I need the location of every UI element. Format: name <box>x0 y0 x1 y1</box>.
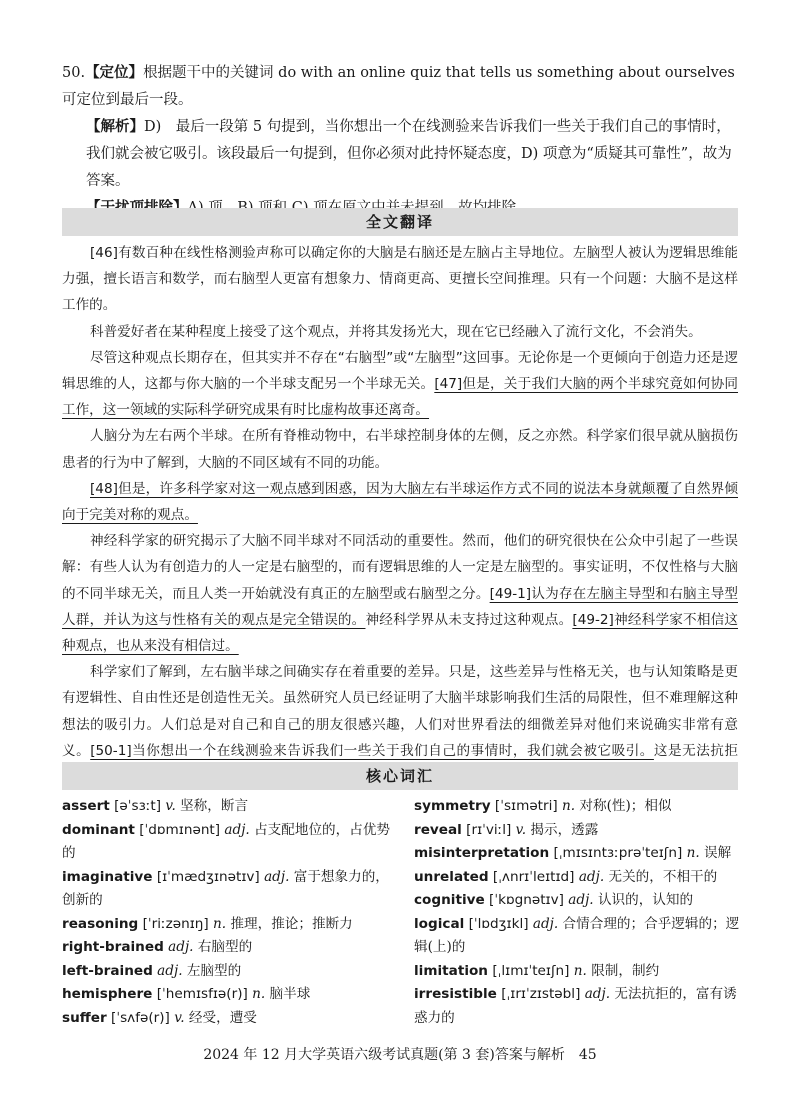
vocab-phonetic: [ˈsɪmətri] <box>494 798 558 814</box>
vocab-pos: n. <box>213 915 227 932</box>
vocab-meaning: 对称(性)；相似 <box>579 798 672 814</box>
question-number: 50. <box>62 65 86 81</box>
vocab-meaning: 认识的，认知的 <box>597 892 694 908</box>
vocab-word: right-brained <box>62 939 164 955</box>
vocab-word: misinterpretation <box>414 845 550 861</box>
translation-heading: 全文翻译 <box>62 208 738 236</box>
vocab-word: dominant <box>62 821 135 838</box>
vocab-meaning: 右脑型的 <box>197 939 253 955</box>
vocab-entry <box>62 866 398 913</box>
vocab-meaning: 经受，遭受 <box>188 1009 257 1026</box>
vocab-word: imaginative <box>62 868 153 885</box>
vocab-entry <box>414 866 750 890</box>
p7-text-2: 这是无法抗拒 <box>653 742 739 759</box>
vocab-word: logical <box>414 915 465 932</box>
vocab-word: irresistible <box>414 986 497 1002</box>
vocab-phonetic: [ˈsʌfə(r)] <box>111 1009 170 1026</box>
vocab-phonetic: [ˈlɒdʒɪkl] <box>468 915 529 932</box>
p7-text: 科学家们了解到，左右脑半球之间确实存在着重要的差异。只是，这些差异与性格无关，也与认知策略是更有逻辑性、自由性还是创造性无关。虽然研究人员已经证明了大脑半球影响我们生活的局限性，但不难理解这种想法的吸引力。人们总是对自己和自己的朋友很感兴趣，人们对世界看法的细微差异对他们来说确实非常有意义。 <box>62 664 738 759</box>
analysis-paragraph <box>62 114 742 195</box>
vocab-pos: adj. <box>532 915 559 932</box>
vocab-pos: v. <box>515 821 527 838</box>
vocab-column-right <box>414 795 750 1030</box>
vocab-phonetic: [ˌlɪmɪˈteɪʃn] <box>492 962 570 979</box>
vocab-meaning: 坚称，断言 <box>180 798 249 814</box>
p3-underlined: [47]但是，关于我们大脑的两个半球究竟如何协同工作，这一领域的实际科学研究成果有时比虚构故事还离奇。 <box>62 376 739 419</box>
vocab-pos: adj. <box>168 939 194 955</box>
analysis-text: D) 最后一段第 5 句提到，当你想出一个在线测验来告诉我们一些关于我们自己的事情时，我们就会被它吸引。该段最后一句提到，但你必须对此持怀疑态度，D) 项意为“质疑其可靠性”，故为答案。 <box>86 119 732 189</box>
vocab-pos: adj. <box>224 821 250 838</box>
vocab-meaning: 左脑型的 <box>186 962 242 979</box>
vocab-pos: n. <box>686 845 700 861</box>
vocab-entry <box>62 936 398 960</box>
locate-tag: 【定位】 <box>85 65 144 81</box>
vocab-pos: n. <box>573 962 587 979</box>
vocab-entry <box>62 1007 398 1031</box>
vocab-word: assert <box>62 798 110 814</box>
vocab-meaning: 富于想象力的，创新的 <box>62 868 389 908</box>
locate-paragraph <box>62 60 742 114</box>
analysis-tag: 【解析】 <box>86 119 144 135</box>
p3-text: 尽管这种观点长期存在，但其实并不存在“右脑型”或“左脑型”这回事。无论你是一个更倾向于创造力还是逻辑思维的人，这都与你大脑的一个半球支配另一个半球无关。 <box>62 349 738 393</box>
p6-text-2: 神经科学界从未支持过这种观点。 <box>365 611 573 628</box>
vocab-pos: v. <box>174 1009 185 1026</box>
p7-underlined-1: [50-1]当你想出一个在线测验来告诉我们一些关于我们自己的事情时，我们就会被它吸引。 <box>90 742 654 759</box>
vocab-entry <box>62 913 398 937</box>
vocab-phonetic: [ˌmɪsɪntɜːprəˈteɪʃn] <box>553 845 683 861</box>
vocab-meaning: 揭示，透露 <box>530 821 599 838</box>
vocab-entry <box>414 819 750 843</box>
vocab-heading: 核心词汇 <box>62 762 738 790</box>
translation-paragraph-4: 人脑分为左右两个半球。在所有脊椎动物中，右半球控制身体的左侧，反之亦然。科学家们很早就从脑损伤患者的行为中了解到，大脑的不同区域有不同的功能。 <box>62 428 738 471</box>
vocab-meaning: 合情合理的；合乎逻辑的；逻辑(上)的 <box>414 915 740 955</box>
p6-underlined-1: [49-1]认为存在左脑主导型和右脑主导型人群，并认为这与性格有关的观点是完全错误的。 <box>62 585 738 628</box>
vocab-phonetic: [ˌɪrɪˈzɪstəbl] <box>501 986 581 1002</box>
vocab-word: symmetry <box>414 798 491 814</box>
vocab-phonetic: [ˈdɒmɪnənt] <box>139 821 221 838</box>
translation-paragraph-6 <box>62 528 738 659</box>
vocab-entry <box>62 795 398 819</box>
vocab-entry <box>62 819 398 866</box>
vocab-meaning: 无法抗拒的，富有诱惑力的 <box>414 986 737 1026</box>
vocab-phonetic: [rɪˈviːl] <box>466 821 512 838</box>
vocab-entry <box>62 983 398 1007</box>
locate-text: 根据题干中的关键词 do with an online quiz that tells us something about ourselves 可定位到最后一段。 <box>62 65 735 108</box>
vocab-meaning: 脑半球 <box>269 986 311 1002</box>
vocab-entry <box>414 983 750 1030</box>
vocab-entry <box>414 795 750 819</box>
vocab-entry <box>414 960 750 984</box>
p6-underlined-2: [49-2]神经科学家不相信这种观点，也从来没有相信过。 <box>62 611 739 655</box>
vocab-entry <box>414 889 750 913</box>
vocab-word: reasoning <box>62 915 139 932</box>
vocab-meaning: 推理，推论；推断力 <box>230 915 353 932</box>
translation-paragraph-5: [48]但是，许多科学家对这一观点感到困惑，因为大脑左右半球运作方式不同的说法本身就颠覆了自然界倾向于完美对称的观点。 <box>62 480 738 524</box>
vocab-phonetic: [əˈsɜːt] <box>114 798 162 814</box>
p6-text: 神经科学家的研究揭示了大脑不同半球对不同活动的重要性。然而，他们的研究很快在公众中引起了一些误解：有些人认为有创造力的人一定是右脑型的，而有逻辑思维的人一定是左脑型的。事实证明，不仅性格与大脑的不同半球无关，而且人类一开始就没有真正的左脑型或右脑型之分。 <box>62 533 738 602</box>
translation-body <box>62 240 738 790</box>
vocab-pos: adj. <box>568 892 594 908</box>
vocab-entry <box>62 960 398 984</box>
question-50-analysis <box>62 60 742 222</box>
vocab-pos: n. <box>252 986 266 1002</box>
translation-paragraph-1: [46]有数百种在线性格测验声称可以确定你的大脑是右脑还是左脑占主导地位。左脑型人被认为逻辑思维能力强，擅长语言和数学，而右脑型人更富有想象力、情商更高、更擅长空间推理。只有一个问题：大脑不是这样工作的。 <box>62 245 738 314</box>
vocab-pos: adj. <box>578 868 605 885</box>
vocab-word: unrelated <box>414 868 489 885</box>
vocab-pos: v. <box>165 798 176 814</box>
vocab-pos: adj. <box>264 868 290 885</box>
vocab-word: reveal <box>414 821 462 838</box>
vocab-phonetic: [ˈhemɪsfɪə(r)] <box>156 986 248 1002</box>
vocab-word: left-brained <box>62 962 153 979</box>
vocab-phonetic: [ˈkɒgnətɪv] <box>489 892 564 908</box>
vocab-entry <box>414 913 750 960</box>
translation-paragraph-3 <box>62 345 738 424</box>
translation-paragraph-2: 科普爱好者在某种程度上接受了这个观点，并将其发扬光大，现在它已经融入了流行文化，不会消失。 <box>90 323 702 340</box>
vocab-word: cognitive <box>414 892 485 908</box>
vocab-entry <box>414 842 750 866</box>
vocab-meaning: 误解 <box>704 845 732 861</box>
vocab-phonetic: [ˈriːzənɪŋ] <box>142 915 209 932</box>
vocab-meaning: 限制，制约 <box>591 962 660 979</box>
vocab-word: limitation <box>414 962 488 979</box>
vocab-word: hemisphere <box>62 986 153 1002</box>
page-footer: 2024 年 12 月大学英语六级考试真题(第 3 套)答案与解析 45 <box>203 1047 597 1063</box>
vocab-column-left <box>62 795 398 1030</box>
vocab-pos: n. <box>562 798 576 814</box>
vocab-phonetic: [ɪˈmædʒɪnətɪv] <box>156 868 260 885</box>
vocab-meaning: 占支配地位的，占优势的 <box>62 821 391 861</box>
vocab-meaning: 无关的，不相干的 <box>608 868 718 885</box>
vocab-word: suffer <box>62 1009 107 1026</box>
vocab-pos: adj. <box>584 986 611 1002</box>
vocab-phonetic: [ˌʌnrɪˈleɪtɪd] <box>492 868 575 885</box>
vocab-pos: adj. <box>157 962 183 979</box>
